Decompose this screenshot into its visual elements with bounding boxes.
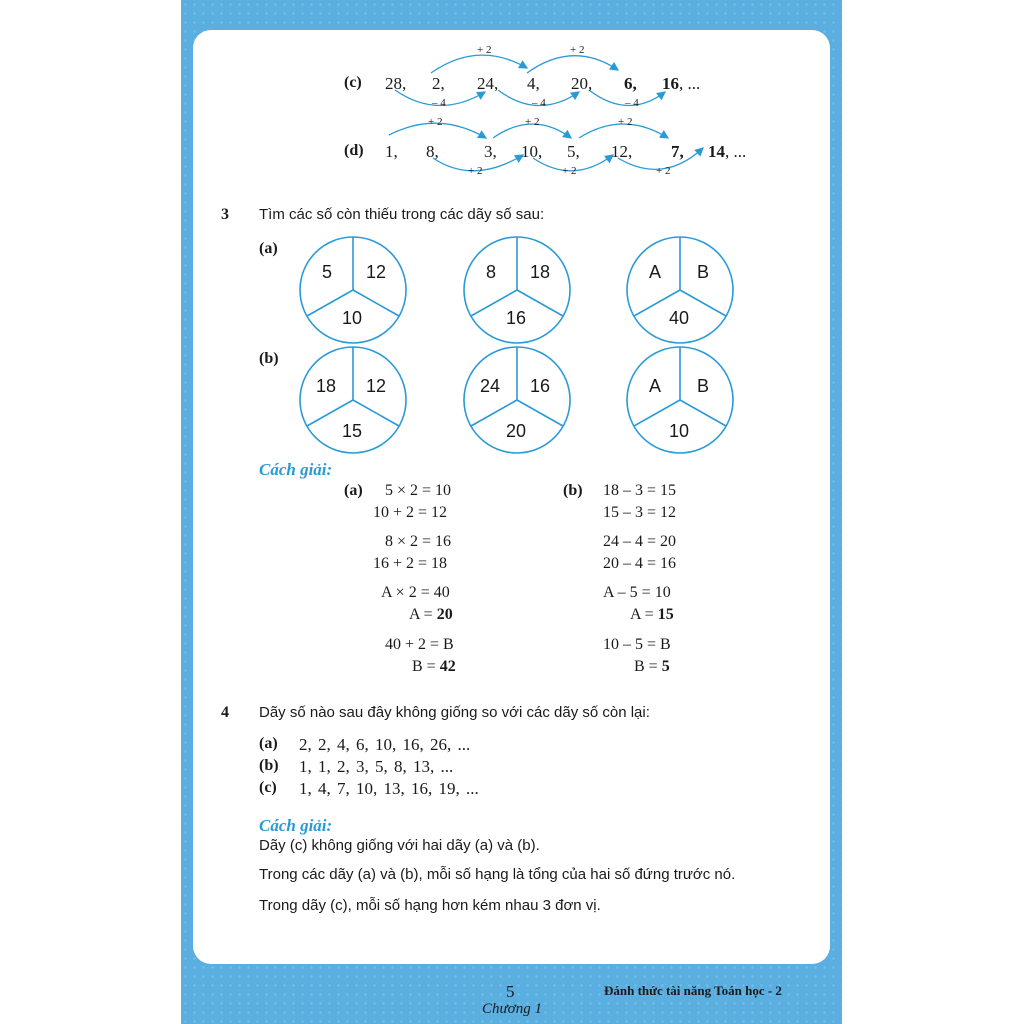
sol3-b-eq: 20 – 4 = 16 [603, 555, 677, 572]
arc-label: + 2 [525, 116, 540, 128]
circle-a3-right: B [697, 262, 710, 282]
sol3-a-answer: 42 [439, 658, 456, 675]
sol3-a-eq: 10 + 2 = 12 [373, 504, 448, 521]
seq-c-term: 2, [432, 74, 445, 93]
circle-b3-left: A [649, 376, 662, 396]
arc-label: – 4 [432, 97, 446, 109]
solution-4-line: Dãy (c) không giống với hai dãy (a) và (b). [259, 837, 540, 854]
circle-a1-bottom: 10 [342, 308, 363, 328]
q4-seq-a: 2, 2, 4, 6, 10, 16, 26, ... [299, 735, 471, 754]
sol3-b-eq: A – 5 = 10 [603, 584, 671, 601]
page-number: 5 [506, 982, 515, 1001]
q4-seq-b: 1, 1, 2, 3, 5, 8, 13, ... [299, 757, 454, 776]
circle-b1-left: 18 [316, 376, 337, 396]
sol3-label-a: (a) [344, 482, 363, 499]
seq-d-term: 3, [484, 142, 497, 161]
solution-3-title: Cách giải: [259, 460, 333, 479]
circle-a3-left: A [649, 262, 662, 282]
sol3-b-eq: 10 – 5 = B [603, 636, 671, 653]
sol3-b-eq: B = [634, 658, 662, 675]
chapter-label: Chương 1 [482, 1001, 542, 1017]
seq-c-answer: 6, [624, 74, 637, 93]
seq-c-term: 28, [385, 74, 407, 93]
label-3b: (b) [259, 350, 279, 367]
seq-c-answer: 16 [662, 74, 679, 93]
sol3-b-answer: 5 [661, 658, 670, 675]
sol3-a-eq: B = [412, 658, 440, 675]
solution-4-title: Cách giải: [259, 816, 333, 835]
seq-c-term: 24, [477, 74, 499, 93]
seq-d-term: 8, [426, 142, 439, 161]
arc-label: + 2 [618, 116, 633, 128]
arc-label: + 2 [656, 165, 671, 177]
seq-d-answer: 7, [671, 142, 684, 161]
circle-b2-bottom: 20 [506, 421, 527, 441]
arc-label: + 2 [477, 44, 492, 56]
arc-label: – 4 [625, 97, 639, 109]
solution-4-line: Trong các dãy (a) và (b), mỗi số hạng là tổng của hai số đứng trước nó. [259, 866, 736, 883]
label-3a: (a) [259, 240, 278, 257]
q4-seq-c: 1, 4, 7, 10, 13, 16, 19, ... [299, 779, 479, 798]
seq-c-term: 20, [571, 74, 593, 93]
circle-a2-left: 8 [486, 262, 497, 282]
circle-b1-right: 12 [366, 376, 387, 396]
seq-c-term: 4, [527, 74, 540, 93]
sol3-b-eq: 18 – 3 = 15 [603, 482, 677, 499]
arc-label: + 2 [468, 165, 483, 177]
seq-d-term: 5, [567, 142, 580, 161]
circle-b3-right: B [697, 376, 710, 396]
arc-label: + 2 [570, 44, 585, 56]
circle-b1-bottom: 15 [342, 421, 363, 441]
question-4-text: Dãy số nào sau đây không giống so với các dãy số còn lại: [259, 704, 650, 721]
sol3-a-eq: A = [409, 606, 437, 623]
sol3-a-answer: 20 [436, 606, 453, 623]
circle-a2-bottom: 16 [506, 308, 527, 328]
sol3-a-eq: 40 + 2 = B [385, 636, 454, 653]
circle-a1-right: 12 [366, 262, 387, 282]
sol3-a-eq: 16 + 2 = 18 [373, 555, 448, 572]
sol3-a-eq: A × 2 = 40 [381, 584, 450, 601]
question-3-text: Tìm các số còn thiếu trong các dãy số sau: [259, 206, 545, 223]
circle-a1-left: 5 [322, 262, 333, 282]
arc-label: – 4 [532, 97, 546, 109]
seq-d-term: 1, [385, 142, 398, 161]
arc-label: + 2 [562, 165, 577, 177]
circle-b2-left: 24 [480, 376, 501, 396]
seq-d-term: 12, [611, 142, 633, 161]
question-number-3: 3 [221, 206, 229, 223]
sol3-b-eq: 15 – 3 = 12 [603, 504, 677, 521]
circle-a2-right: 18 [530, 262, 551, 282]
seq-c-ellipsis: , ... [679, 74, 701, 93]
circle-b3-bottom: 10 [669, 421, 690, 441]
seq-d-ellipsis: , ... [725, 142, 747, 161]
solution-4-line: Trong dãy (c), mỗi số hạng hơn kém nhau 3 đơn vị. [259, 897, 601, 914]
sol3-a-eq: 8 × 2 = 16 [385, 533, 452, 550]
puzzle-circles [0, 0, 1024, 470]
q4-label-a: (a) [259, 735, 278, 752]
book-title: Đánh thức tài năng Toán học - 2 [604, 983, 782, 998]
circle-a3-bottom: 40 [669, 308, 690, 328]
circle-b2-right: 16 [530, 376, 551, 396]
seq-d-answer: 14 [708, 142, 725, 161]
seq-d-term: 10, [521, 142, 543, 161]
sol3-b-eq: A = [630, 606, 658, 623]
sol3-b-answer: 15 [657, 606, 674, 623]
question-number-4: 4 [221, 704, 229, 721]
sol3-label-b: (b) [563, 482, 583, 499]
sol3-a-eq: 5 × 2 = 10 [385, 482, 452, 499]
sol3-b-eq: 24 – 4 = 20 [603, 533, 677, 550]
label-d: (d) [344, 142, 364, 159]
arc-label: + 2 [428, 116, 443, 128]
label-c: (c) [344, 74, 362, 91]
q4-label-b: (b) [259, 757, 279, 774]
q4-label-c: (c) [259, 779, 277, 796]
